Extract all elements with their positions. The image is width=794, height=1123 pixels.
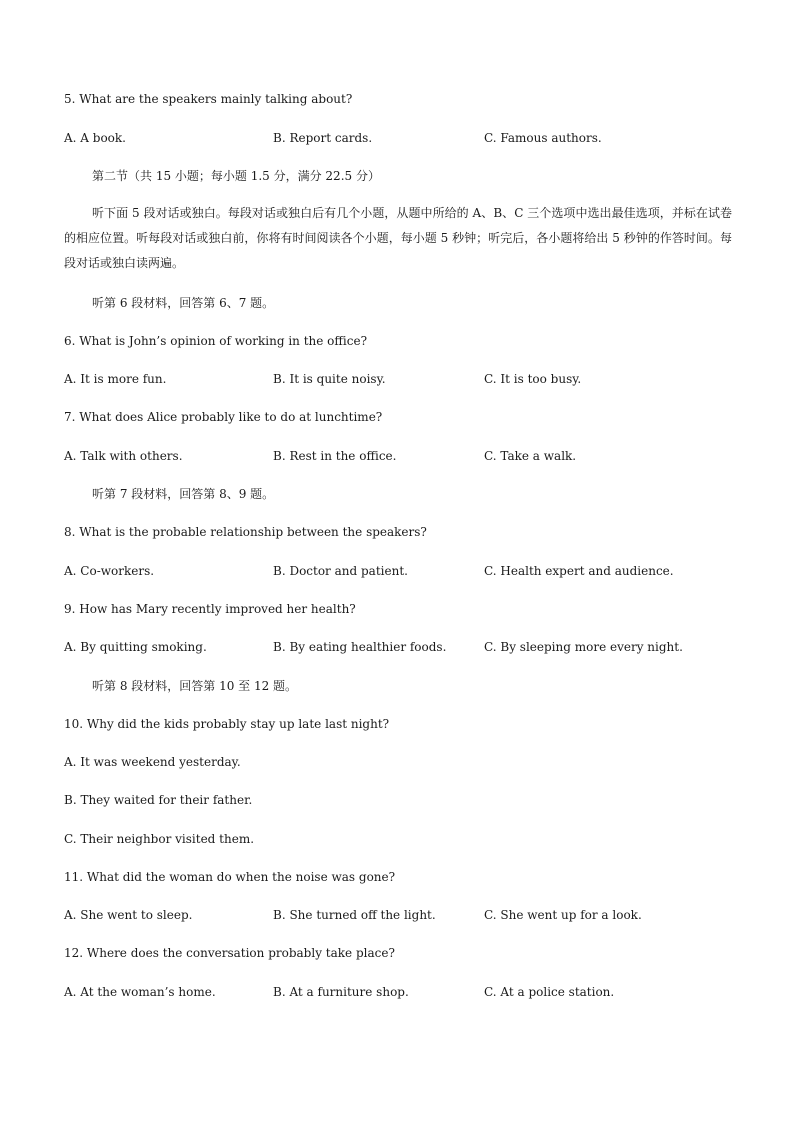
question-10: 10. Why did the kids probably stay up late last night? [64,717,390,731]
section-2-heading: 第二节（共 15 小题；每小题 1.5 分，满分 22.5 分） [92,169,380,183]
q9-option-a: A. By quitting smoking. [64,640,207,654]
q7-option-a: A. Talk with others. [64,449,183,463]
question-5: 5. What are the speakers mainly talking about? [64,92,353,106]
material-7-note: 听第 7 段材料，回答第 8、9 题。 [92,487,275,501]
material-6-note: 听第 6 段材料，回答第 6、7 题。 [92,296,275,310]
q9-option-c: C. By sleeping more every night. [484,640,683,654]
q8-option-c: C. Health expert and audience. [484,564,674,578]
q6-option-c: C. It is too busy. [484,372,582,386]
q6-option-b: B. It is quite noisy. [273,372,386,386]
q6-option-a: A. It is more fun. [64,372,167,386]
question-8: 8. What is the probable relationship between the speakers? [64,525,427,539]
material-8-note: 听第 8 段材料，回答第 10 至 12 题。 [92,679,298,693]
q10-option-c: C. Their neighbor visited them. [64,832,255,846]
q10-option-b: B. They waited for their father. [64,793,253,807]
q5-option-a: A. A book. [64,131,126,145]
q5-option-b: B. Report cards. [273,131,373,145]
question-6: 6. What is John’s opinion of working in the office? [64,334,368,348]
question-7: 7. What does Alice probably like to do at lunchtime? [64,410,383,424]
q7-option-c: C. Take a walk. [484,449,577,463]
question-11: 11. What did the woman do when the noise was gone? [64,870,396,884]
q12-option-a: A. At the woman’s home. [64,985,216,999]
q12-option-b: B. At a furniture shop. [273,985,409,999]
q7-option-b: B. Rest in the office. [273,449,397,463]
section-2-instructions: 听下面 5 段对话或独白。每段对话或独白后有几个小题，从题中所给的 A、B、C 三个选项中选出最佳选项，并标在试卷的相应位置。听每段对话或独白前，你将有时间阅读各个小题，每小题 5 秒钟；听完后，各小题将给出 5 秒钟的作答时间。每段对话或独白读两遍。 [64,206,732,270]
q12-option-c: C. At a police station. [484,985,615,999]
q11-option-c: C. She went up for a look. [484,908,642,922]
question-12: 12. Where does the conversation probably take place? [64,946,395,960]
q8-option-b: B. Doctor and patient. [273,564,408,578]
q11-option-a: A. She went to sleep. [64,908,193,922]
question-9: 9. How has Mary recently improved her health? [64,602,356,616]
q10-option-a: A. It was weekend yesterday. [64,755,241,769]
q5-option-c: C. Famous authors. [484,131,602,145]
q8-option-a: A. Co-workers. [64,564,155,578]
q9-option-b: B. By eating healthier foods. [273,640,447,654]
q11-option-b: B. She turned off the light. [273,908,436,922]
